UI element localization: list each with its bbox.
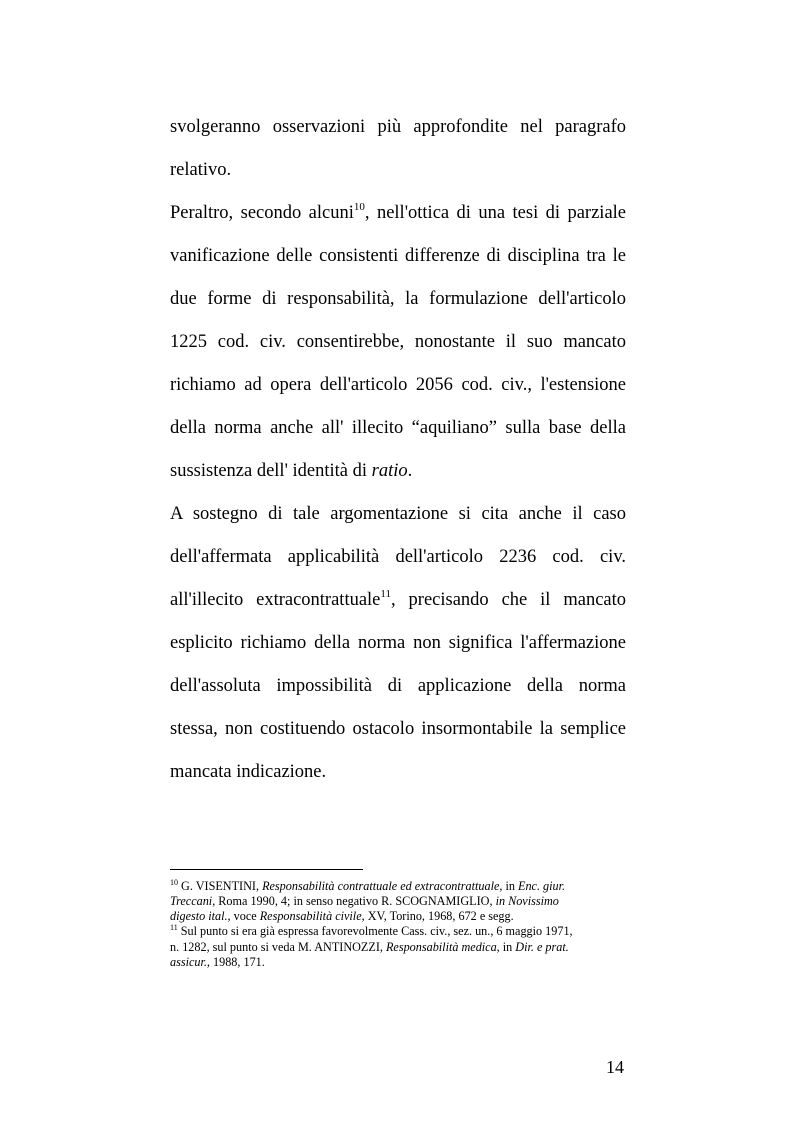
footnote-11-line: assicur., 1988, 171. [170, 955, 265, 969]
body-line: A sostegno di tale argomentazione si cita anche il caso [170, 504, 626, 524]
footnote-10: $^{10}$ G. VISENTINI, Responsabilità contrattuale ed extracontrattuale, in Enc. giur. [170, 878, 566, 893]
footnote-10-line: Treccani, Roma 1990, 4; in senso negativo R. SCOGNAMIGLIO, in Novissimo [170, 894, 559, 908]
body-line: svolgeranno osservazioni più approfondite nel paragrafo [170, 117, 626, 137]
body-line: esplicito richiamo della norma non significa l'affermazione [170, 633, 626, 653]
footnote-11-line: n. 1282, sul punto si veda M. ANTINOZZI, Responsabilità medica, in Dir. e prat. [170, 940, 569, 954]
body-line: all'illecito extracontrattuale$^{11}$, precisando che il mancato [170, 588, 627, 610]
body-line: mancata indicazione. [170, 762, 327, 782]
footnote-ref-10[interactable]: 10 [353, 201, 365, 213]
body-line: due forme di responsabilità, la formulazione dell'articolo [170, 289, 626, 309]
body-line: vanificazione delle consistenti differenze di disciplina tra le [170, 246, 626, 266]
body-line: richiamo ad opera dell'articolo 2056 cod. civ., l'estensione [170, 375, 626, 395]
footnote-ref-11[interactable]: 11 [380, 588, 391, 600]
body-line: stessa, non costituendo ostacolo insormontabile la semplice [170, 719, 626, 739]
footnote-10-line: digesto ital., voce Responsabilità civile, XV, Torino, 1968, 672 e segg. [170, 909, 514, 923]
footnote-separator [170, 869, 363, 870]
body-line: sussistenza dell' identità di ratio. [170, 461, 413, 481]
body-line: 1225 cod. civ. consentirebbe, nonostante il suo mancato [170, 332, 626, 352]
body-line: dell'assoluta impossibilità di applicazione della norma [170, 676, 626, 696]
footnote-11: $^{11}$ Sul punto si era già espressa favorevolmente Cass. civ., sez. un., 6 maggio 1971, [170, 923, 573, 938]
page-number: 14 [606, 1057, 624, 1077]
body-line: dell'affermata applicabilità dell'articolo 2236 cod. civ. [170, 547, 626, 567]
body-line: della norma anche all' illecito “aquiliano” sulla base della [170, 418, 626, 438]
body-line: Peraltro, secondo alcuni$^{10}$, nell'ottica di una tesi di parziale [170, 201, 626, 223]
body-line: relativo. [170, 160, 232, 180]
